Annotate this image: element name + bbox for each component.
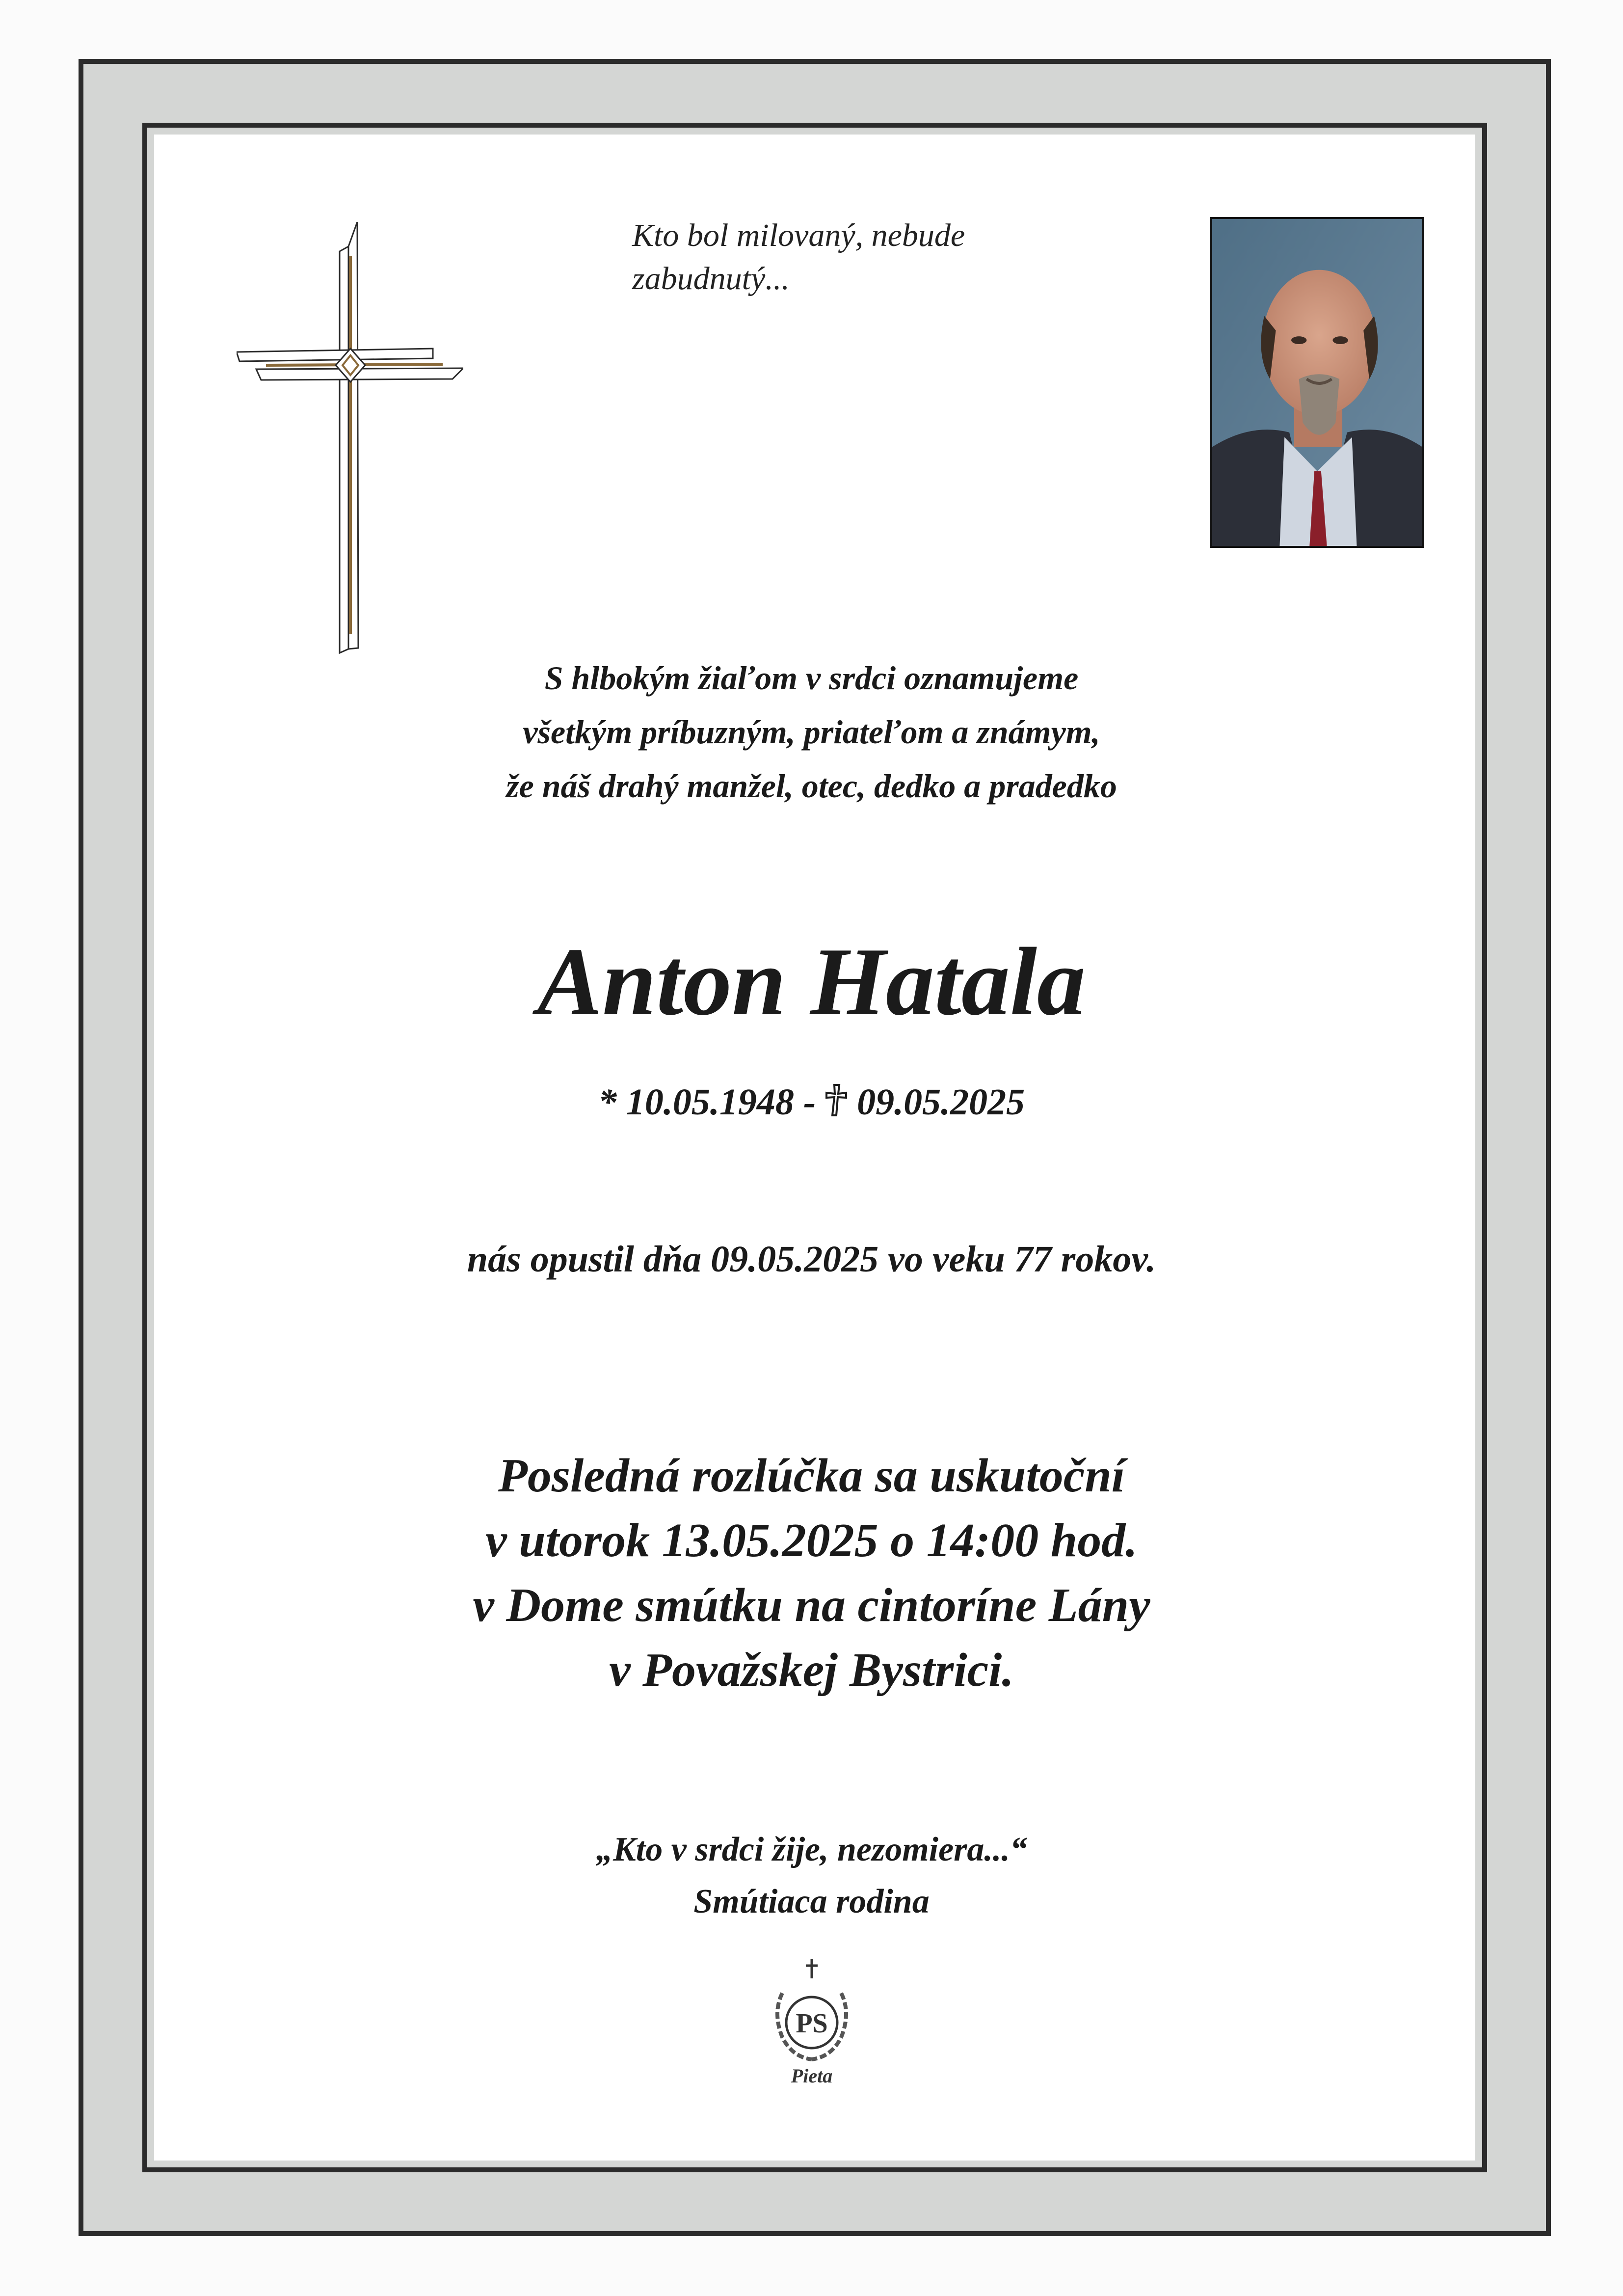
farewell-line: Posledná rozlúčka sa uskutoční — [498, 1449, 1125, 1502]
cross-icon — [237, 222, 463, 654]
signature: Smútiaca rodina — [693, 1883, 930, 1920]
closing-quote: „Kto v srdci žije, nezomiera...“ — [596, 1831, 1027, 1868]
announcement-line: že náš drahý manžel, otec, dedko a pradedko — [506, 767, 1117, 805]
pieta-logo — [763, 1959, 861, 2086]
farewell-info — [0, 1443, 1623, 1702]
deceased-name: Anton Hatala — [537, 928, 1086, 1035]
logo-caption: Pieta — [791, 2065, 833, 2086]
death-cross-icon — [825, 1083, 848, 1117]
logo-monogram: PS — [796, 2008, 828, 2039]
life-dates — [0, 1078, 1623, 1127]
motto-line: zabudnutý... — [632, 261, 790, 297]
closing-block — [0, 1824, 1623, 1928]
farewell-line: v Dome smútku na cintoríne Lány — [473, 1579, 1150, 1632]
motto-line: Kto bol milovaný, nebude — [632, 217, 965, 253]
farewell-line: v Považskej Bystrici. — [609, 1644, 1014, 1697]
birth-date: * 10.05.1948 - — [598, 1081, 816, 1123]
portrait-photo — [1210, 217, 1424, 548]
passing-text: nás opustil dňa 09.05.2025 vo veku 77 rokov. — [467, 1239, 1156, 1280]
announcement-line: všetkým príbuzným, priateľom a známym, — [523, 713, 1100, 751]
farewell-line: v utorok 13.05.2025 o 14:00 hod. — [485, 1514, 1138, 1567]
announcement-line: S hlbokým žiaľom v srdci oznamujeme — [544, 659, 1079, 697]
death-date: 09.05.2025 — [857, 1081, 1025, 1123]
announcement-text — [0, 651, 1623, 813]
motto-quote — [632, 214, 1074, 300]
